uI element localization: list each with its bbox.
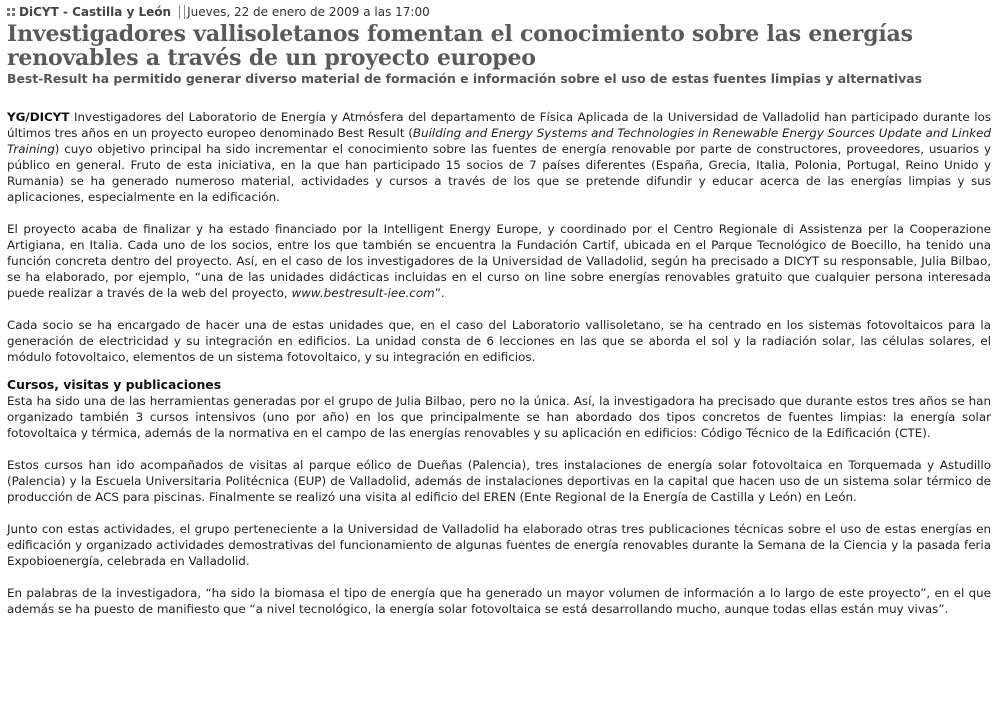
section-bar xyxy=(7,4,991,20)
paragraph: En palabras de la investigadora, “ha sido la biomasa el tipo de energía que ha generado un mayor volumen de información a lo largo de este proyecto”, en el que además se ha puesto de manifiesto que “a nivel tecnológico, la energía solar fotovoltaica se está desarrollando mucho, aunque todas ellas están muy vivas”. xyxy=(7,586,991,616)
article-body xyxy=(7,109,991,617)
project-website: www.bestresult-iee.com xyxy=(291,286,435,300)
grid-icon xyxy=(7,8,15,16)
paragraph xyxy=(7,221,991,301)
paragraph: Estos cursos han ido acompañados de visitas al parque eólico de Dueñas (Palencia), tres instalaciones de energía solar fotovoltaica en Torquemada y Astudillo (Palencia) y la Escuela Universitaria Politécnica (EUP) de Valladolid, además de instalaciones deportivas en la capital que hacen uso de un sistema solar térmico de producción de ACS para piscinas. Finalmente se realizó una visita al edificio del EREN (Ente Regional de la Energía de Castilla y León) en León. xyxy=(7,458,991,504)
paragraph xyxy=(7,109,991,205)
paragraph-text: El proyecto acaba de finalizar y ha estado financiado por la Intelligent Energy Europe, y coordinado por el Centro Regionale di Assistenza per la Cooperazione Artigiana, en Italia. Cada uno de los socios, entre los que también se encuentra la Fundación Cartif, ubicada en el Parque Tecnológico de Boecillo, ha tenido una función concreta dentro del proyecto. Así, en el caso de los investigadores de la Universidad de Valladolid, según ha precisado a DICYT su responsable, Julia Bilbao, se ha elaborado, por ejemplo, “una de las unidades didácticas incluidas en el curso on line sobre energías renovables gratuito que cualquier persona interesada puede realizar a través de la web del proyecto, xyxy=(7,222,991,300)
byline: YG/DICYT xyxy=(7,110,70,124)
divider xyxy=(179,5,180,19)
article-page xyxy=(7,4,991,633)
publish-date: Jueves, 22 de enero de 2009 a las 17:00 xyxy=(187,5,430,19)
paragraph: Junto con estas actividades, el grupo perteneciente a la Universidad de Valladolid ha elaborado otras tres publicaciones técnicas sobre el uso de estas energías en edificación y organizado actividades demostrativas del funcionamiento de algunas fuentes de energía renovables durante la Semana de la Ciencia y la pasada feria Expobioenergía, celebrada en Valladolid. xyxy=(7,522,991,568)
paragraph-text: Investigadores del Laboratorio de Energía y Atmósfera del departamento de Física Aplicada de la Universidad de Valladolid han participado durante los últimos tres años en un proyecto europeo denominado Best Result ( xyxy=(7,110,991,140)
section-heading: Cursos, visitas y publicaciones xyxy=(7,377,222,392)
divider xyxy=(184,5,185,19)
article-title: Investigadores vallisoletanos fomentan el conocimiento sobre las energías renovables a través de un proyecto europeo xyxy=(7,21,913,71)
paragraph: Esta ha sido una de las herramientas generadas por el grupo de Julia Bilbao, pero no la única. Así, la investigadora ha precisado que durante estos tres años se han organizado también 3 cursos intensivos (uno por año) en los que principalmente se han abordado dos tipos concretos de fuentes limpias: la energía solar fotovoltaica y térmica, además de la normativa en el campo de las energías renovables y su aplicación en edificios: Código Técnico de la Edificación (CTE). xyxy=(7,394,991,440)
project-name: Building and Energy Systems and Technologies in Renewable Energy Sources Update and Linked Training xyxy=(7,126,991,156)
article-subtitle: Best-Result ha permitido generar diverso material de formación e información sobre el uso de estas fuentes limpias y alternativas xyxy=(7,71,922,86)
section-link[interactable]: DiCYT - Castilla y León xyxy=(19,5,172,19)
paragraph-text: ”. xyxy=(434,286,445,300)
paragraph-text: ) cuyo objetivo principal ha sido incrementar el conocimiento sobre las fuentes de energía renovable por parte de constructores, proveedores, usuarios y público en general. Fruto de esta iniciativa, en la que han participado 15 socios de 7 países diferentes (España, Grecia, Italia, Polonia, Portugal, Reino Unido y Rumania) se ha generado numeroso material, actividades y cursos a través de los que se pretende difundir y educar acerca de las energías limpias y sus aplicaciones, especialmente en la edificación. xyxy=(7,142,991,204)
paragraph: Cada socio se ha encargado de hacer una de estas unidades que, en el caso del Laboratorio vallisoletano, se ha centrado en los sistemas fotovoltaicos para la generación de electricidad y su integración en edificios. La unidad consta de 6 lecciones en las que se aborda el sol y la radiación solar, las células solares, el módulo fotovoltaico, elementos de un sistema fotovoltaico, y su integración en edificios. xyxy=(7,318,991,364)
